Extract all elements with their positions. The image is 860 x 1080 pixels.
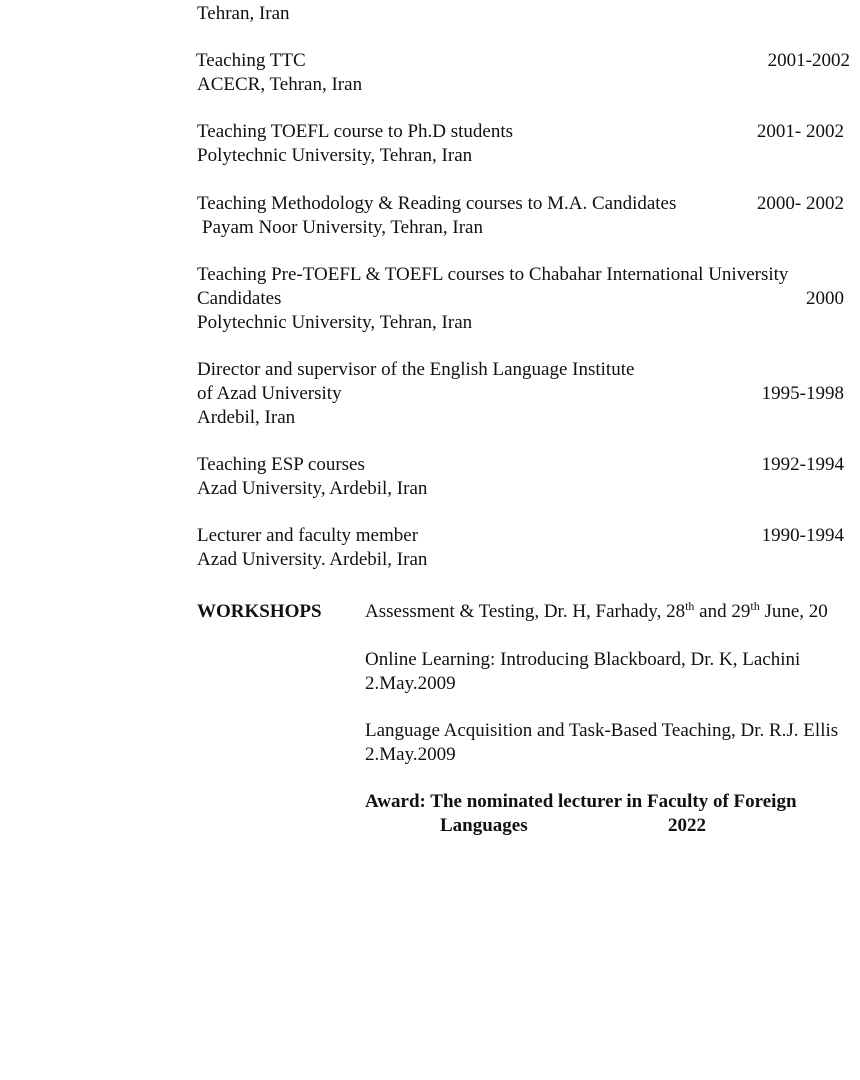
entry-title: Teaching TOEFL course to Ph.D students [197, 121, 514, 142]
entry-years: 2001-2002 [767, 50, 850, 71]
top-location: Tehran, Iran [197, 3, 290, 24]
entry-years: 1995-1998 [761, 383, 844, 404]
entry-title-line2: Candidates [197, 288, 282, 309]
entry-title-line1: Teaching Pre-TOEFL & TOEFL courses to Chabahar International University [197, 264, 789, 285]
ordinal-suffix: th [685, 599, 695, 613]
entry-title: Teaching TTC [196, 50, 306, 71]
workshop-item-title: Language Acquisition and Task-Based Teaching, Dr. R.J. Ellis [365, 720, 839, 741]
workshop-item-title: Online Learning: Introducing Blackboard, Dr. K, Lachini [365, 649, 801, 670]
workshop-text: Assessment & Testing, Dr. H, Farhady, 28 [365, 601, 686, 622]
entry-title-line2: of Azad University [197, 383, 342, 404]
entry-title-line1: Director and supervisor of the English Language Institute [197, 359, 635, 380]
award-line2-text: Languages [440, 815, 528, 836]
entry-years: 2000 [806, 288, 844, 309]
entry-years: 1992-1994 [761, 454, 844, 475]
entry-years: 1990-1994 [761, 525, 844, 546]
workshops-heading: WORKSHOPS [197, 601, 322, 622]
workshop-text: and 29 [694, 601, 751, 622]
entry-place: Ardebil, Iran [197, 407, 296, 428]
ordinal-suffix: th [750, 599, 760, 613]
entry-title: Lecturer and faculty member [197, 525, 419, 546]
entry-place: Azad University, Ardebil, Iran [197, 478, 428, 499]
entry-years: 2000- 2002 [756, 193, 844, 214]
entry-place: Payam Noor University, Tehran, Iran [202, 217, 483, 238]
workshop-item [365, 600, 828, 624]
award-year: 2022 [668, 815, 706, 836]
entry-years: 2001- 2002 [756, 121, 844, 142]
workshop-text: June, 20 [759, 601, 828, 622]
entry-place: Polytechnic University, Tehran, Iran [197, 145, 473, 166]
entry-place: Polytechnic University, Tehran, Iran [197, 312, 473, 333]
entry-place: Azad University. Ardebil, Iran [197, 549, 428, 570]
entry-title: Teaching ESP courses [197, 454, 365, 475]
award-line1: Award: The nominated lecturer in Faculty of Foreign [365, 791, 797, 812]
entry-place: ACECR, Tehran, Iran [197, 74, 363, 95]
workshop-item-date: 2.May.2009 [365, 744, 456, 765]
entry-title: Teaching Methodology & Reading courses to M.A. Candidates [197, 193, 677, 214]
workshop-item-date: 2.May.2009 [365, 673, 456, 694]
